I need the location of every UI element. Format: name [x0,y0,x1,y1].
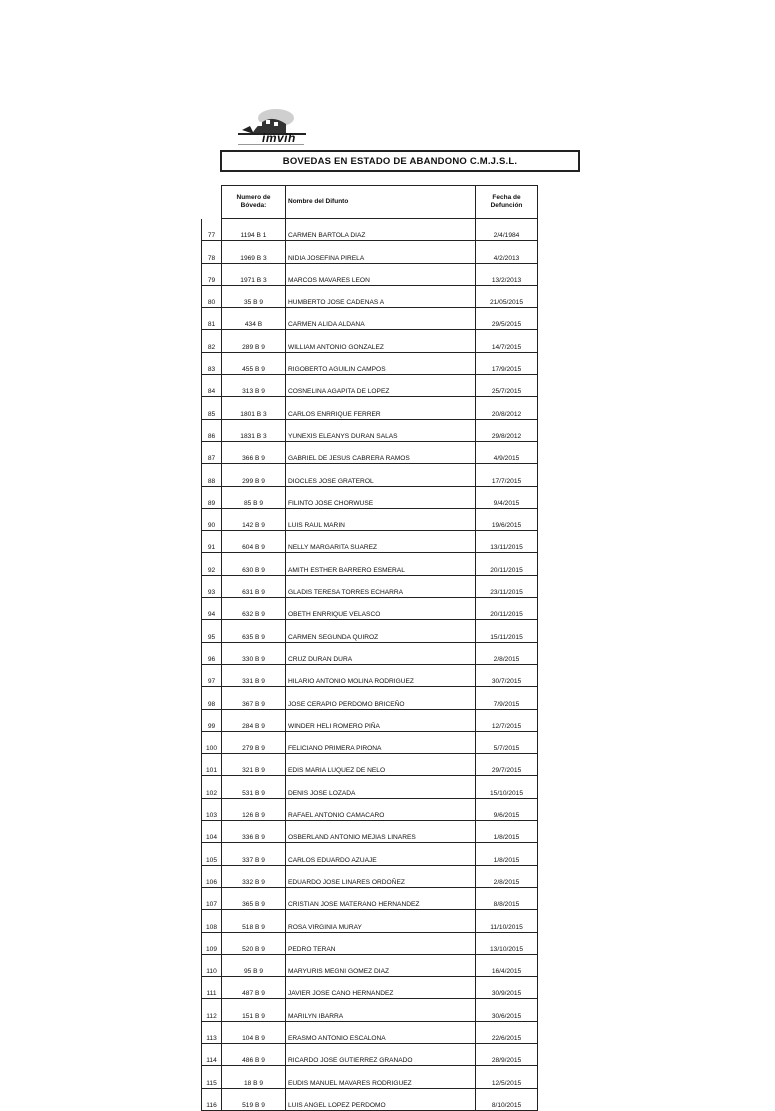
defuncion-date: 4/2/2013 [476,241,538,263]
table-row [202,508,538,530]
difunto-name: MARYURIS MEGNI GOMEZ DIAZ [286,954,476,976]
difunto-name: CARLOS ENRRIQUE FERRER [286,397,476,419]
defuncion-date: 29/5/2015 [476,308,538,330]
difunto-name: ERASMO ANTONIO ESCALONA [286,1021,476,1043]
boveda-number: 321 B 9 [222,754,286,776]
boveda-number: 151 B 9 [222,999,286,1021]
row-index: 80 [202,285,222,307]
difunto-name: CARLOS EDUARDO AZUAJE [286,843,476,865]
row-index: 116 [202,1088,222,1110]
boveda-number: 631 B 9 [222,575,286,597]
defuncion-date: 7/9/2015 [476,687,538,709]
row-index: 99 [202,709,222,731]
table-row [202,821,538,843]
difunto-name: FILINTO JOSE CHORWUSE [286,486,476,508]
boveda-number: 331 B 9 [222,664,286,686]
difunto-name: LUIS RAUL MARIN [286,508,476,530]
row-index: 104 [202,821,222,843]
boveda-number: 1831 B 3 [222,419,286,441]
row-index: 86 [202,419,222,441]
boveda-number: 104 B 9 [222,1021,286,1043]
defuncion-date: 19/6/2015 [476,508,538,530]
table-row [202,910,538,932]
boveda-number: 434 B [222,308,286,330]
row-index: 84 [202,375,222,397]
row-index: 98 [202,687,222,709]
defuncion-date: 2/8/2015 [476,642,538,664]
row-index: 108 [202,910,222,932]
row-index: 92 [202,553,222,575]
defuncion-date: 13/10/2015 [476,932,538,954]
row-index: 96 [202,642,222,664]
table-row [202,843,538,865]
table-row [202,1043,538,1065]
defuncion-date: 20/11/2015 [476,598,538,620]
logo-text: imvih [262,131,296,145]
difunto-name: CRUZ DURAN DURA [286,642,476,664]
row-index: 102 [202,776,222,798]
header-fecha-line1: Fecha de [492,194,521,201]
table-row [202,397,538,419]
row-index: 78 [202,241,222,263]
row-index: 81 [202,308,222,330]
table-row [202,263,538,285]
difunto-name: EDUARDO JOSE LINARES ORDOÑEZ [286,865,476,887]
table-row [202,598,538,620]
row-index: 91 [202,531,222,553]
table-row [202,932,538,954]
row-index: 88 [202,464,222,486]
difunto-name: OSBERLAND ANTONIO MEJIAS LINARES [286,821,476,843]
boveda-number: 1971 B 3 [222,263,286,285]
difunto-name: WILLIAM ANTONIO GONZALEZ [286,330,476,352]
defuncion-date: 2/8/2015 [476,865,538,887]
table-row [202,754,538,776]
header-numero-line2: Bóveda: [240,202,267,209]
header-fecha-line2: Defunción [490,202,523,209]
boveda-number: 337 B 9 [222,843,286,865]
defuncion-date: 8/8/2015 [476,887,538,909]
row-index: 107 [202,887,222,909]
difunto-name: CARMEN BARTOLA DIAZ [286,219,476,241]
boveda-number: 284 B 9 [222,709,286,731]
defuncion-date: 15/10/2015 [476,776,538,798]
table-row [202,1021,538,1043]
defuncion-date: 15/11/2015 [476,620,538,642]
row-index: 77 [202,219,222,241]
defuncion-date: 25/7/2015 [476,375,538,397]
difunto-name: HILARIO ANTONIO MOLINA RODRIGUEZ [286,664,476,686]
row-index: 101 [202,754,222,776]
boveda-number: 365 B 9 [222,887,286,909]
table-row [202,531,538,553]
boveda-number: 632 B 9 [222,598,286,620]
boveda-number: 519 B 9 [222,1088,286,1110]
table-row [202,441,538,463]
boveda-number: 279 B 9 [222,731,286,753]
table-row [202,1088,538,1110]
defuncion-date: 9/6/2015 [476,798,538,820]
defuncion-date: 13/11/2015 [476,531,538,553]
boveda-number: 142 B 9 [222,508,286,530]
defuncion-date: 12/5/2015 [476,1066,538,1088]
table-row [202,308,538,330]
row-index: 112 [202,999,222,1021]
boveda-number: 126 B 9 [222,798,286,820]
defuncion-date: 20/11/2015 [476,553,538,575]
defuncion-date: 22/6/2015 [476,1021,538,1043]
bovedas-table [201,185,538,1111]
defuncion-date: 20/8/2012 [476,397,538,419]
boveda-number: 531 B 9 [222,776,286,798]
boveda-number: 455 B 9 [222,352,286,374]
row-index: 90 [202,508,222,530]
difunto-name: COSNELINA AGAPITA DE LOPEZ [286,375,476,397]
boveda-number: 35 B 9 [222,285,286,307]
defuncion-date: 29/8/2012 [476,419,538,441]
difunto-name: FELICIANO PRIMERA PIRONA [286,731,476,753]
defuncion-date: 5/7/2015 [476,731,538,753]
difunto-name: DIOCLES JOSE GRATEROL [286,464,476,486]
defuncion-date: 21/05/2015 [476,285,538,307]
boveda-number: 336 B 9 [222,821,286,843]
table-row [202,464,538,486]
difunto-name: DENIS JOSE LOZADA [286,776,476,798]
row-index: 83 [202,352,222,374]
boveda-number: 630 B 9 [222,553,286,575]
difunto-name: RICARDO JOSE GUTIERREZ GRANADO [286,1043,476,1065]
row-index: 109 [202,932,222,954]
table-row [202,887,538,909]
table-row [202,664,538,686]
header-numero-boveda [222,186,286,219]
boveda-number: 366 B 9 [222,441,286,463]
difunto-name: RIGOBERTO AGUILIN CAMPOS [286,352,476,374]
row-index: 100 [202,731,222,753]
difunto-name: JAVIER JOSE CANO HERNANDEZ [286,977,476,999]
defuncion-date: 30/6/2015 [476,999,538,1021]
header-index [202,186,222,219]
difunto-name: GLADIS TERESA TORRES ECHARRA [286,575,476,597]
row-index: 79 [202,263,222,285]
row-index: 95 [202,620,222,642]
row-index: 114 [202,1043,222,1065]
boveda-number: 1194 B 1 [222,219,286,241]
difunto-name: NELLY MARGARITA SUAREZ [286,531,476,553]
difunto-name: CARMEN SEGUNDA QUIROZ [286,620,476,642]
table-row [202,776,538,798]
table-row [202,352,538,374]
defuncion-date: 17/7/2015 [476,464,538,486]
difunto-name: JOSE CERAPIO PERDOMO BRICEÑO [286,687,476,709]
table-row [202,419,538,441]
defuncion-date: 14/7/2015 [476,330,538,352]
row-index: 85 [202,397,222,419]
row-index: 115 [202,1066,222,1088]
boveda-number: 289 B 9 [222,330,286,352]
defuncion-date: 8/10/2015 [476,1088,538,1110]
difunto-name: HUMBERTO JOSE CADENAS A [286,285,476,307]
boveda-number: 486 B 9 [222,1043,286,1065]
row-index: 110 [202,954,222,976]
defuncion-date: 2/4/1984 [476,219,538,241]
difunto-name: YUNEXIS ELEANYS DURAN SALAS [286,419,476,441]
defuncion-date: 13/2/2013 [476,263,538,285]
difunto-name: LUIS ANGEL LOPEZ PERDOMO [286,1088,476,1110]
difunto-name: PEDRO TERAN [286,932,476,954]
row-index: 111 [202,977,222,999]
boveda-number: 85 B 9 [222,486,286,508]
defuncion-date: 30/7/2015 [476,664,538,686]
defuncion-date: 29/7/2015 [476,754,538,776]
table-row [202,999,538,1021]
row-index: 82 [202,330,222,352]
boveda-number: 487 B 9 [222,977,286,999]
defuncion-date: 12/7/2015 [476,709,538,731]
row-index: 103 [202,798,222,820]
difunto-name: EDIS MARIA LUQUEZ DE NELO [286,754,476,776]
difunto-name: GABRIEL DE JESUS CABRERA RAMOS [286,441,476,463]
difunto-name: MARCOS MAVARES LEON [286,263,476,285]
row-index: 87 [202,441,222,463]
difunto-name: OBETH ENRRIQUE VELASCO [286,598,476,620]
table-row [202,375,538,397]
defuncion-date: 23/11/2015 [476,575,538,597]
table-row [202,1066,538,1088]
row-index: 106 [202,865,222,887]
defuncion-date: 1/8/2015 [476,843,538,865]
defuncion-date: 11/10/2015 [476,910,538,932]
row-index: 89 [202,486,222,508]
row-index: 93 [202,575,222,597]
table-row [202,642,538,664]
difunto-name: WINDER HELI ROMERO PIÑA [286,709,476,731]
table-row [202,285,538,307]
boveda-number: 313 B 9 [222,375,286,397]
table-row [202,865,538,887]
defuncion-date: 30/9/2015 [476,977,538,999]
header-numero-line1: Numero de [236,194,271,201]
defuncion-date: 9/4/2015 [476,486,538,508]
page-title: BOVEDAS EN ESTADO DE ABANDONO C.M.J.S.L. [220,150,580,172]
table-row [202,731,538,753]
difunto-name: MARILYN IBARRA [286,999,476,1021]
difunto-name: RAFAEL ANTONIO CAMACARO [286,798,476,820]
boveda-number: 520 B 9 [222,932,286,954]
header-fecha-defuncion [476,186,538,219]
table-row [202,977,538,999]
row-index: 105 [202,843,222,865]
table-body [202,219,538,1111]
defuncion-date: 4/9/2015 [476,441,538,463]
boveda-number: 367 B 9 [222,687,286,709]
boveda-number: 95 B 9 [222,954,286,976]
defuncion-date: 28/9/2015 [476,1043,538,1065]
difunto-name: AMITH ESTHER BARRERO ESMERAL [286,553,476,575]
boveda-number: 1801 B 3 [222,397,286,419]
table-row [202,954,538,976]
header-nombre-difunto: Nombre del Difunto [286,186,476,219]
boveda-number: 1969 B 3 [222,241,286,263]
defuncion-date: 16/4/2015 [476,954,538,976]
difunto-name: EUDIS MANUEL MAVARES RODRIGUEZ [286,1066,476,1088]
difunto-name: CARMEN ALIDA ALDANA [286,308,476,330]
boveda-number: 332 B 9 [222,865,286,887]
table-row [202,798,538,820]
table-row [202,575,538,597]
boveda-number: 299 B 9 [222,464,286,486]
boveda-number: 635 B 9 [222,620,286,642]
boveda-number: 518 B 9 [222,910,286,932]
table-row [202,486,538,508]
row-index: 97 [202,664,222,686]
table-row [202,219,538,241]
defuncion-date: 1/8/2015 [476,821,538,843]
boveda-number: 330 B 9 [222,642,286,664]
table-row [202,553,538,575]
difunto-name: NIDIA JOSEFINA PIRELA [286,241,476,263]
table-row [202,330,538,352]
difunto-name: ROSA VIRGINIA MURAY [286,910,476,932]
row-index: 113 [202,1021,222,1043]
table-header-row [202,186,538,219]
table-row [202,709,538,731]
boveda-number: 18 B 9 [222,1066,286,1088]
table-row [202,241,538,263]
table-row [202,687,538,709]
difunto-name: CRISTIAN JOSE MATERANO HERNANDEZ [286,887,476,909]
defuncion-date: 17/9/2015 [476,352,538,374]
bovedas-table-wrapper [201,185,538,1111]
table-row [202,620,538,642]
row-index: 94 [202,598,222,620]
boveda-number: 604 B 9 [222,531,286,553]
